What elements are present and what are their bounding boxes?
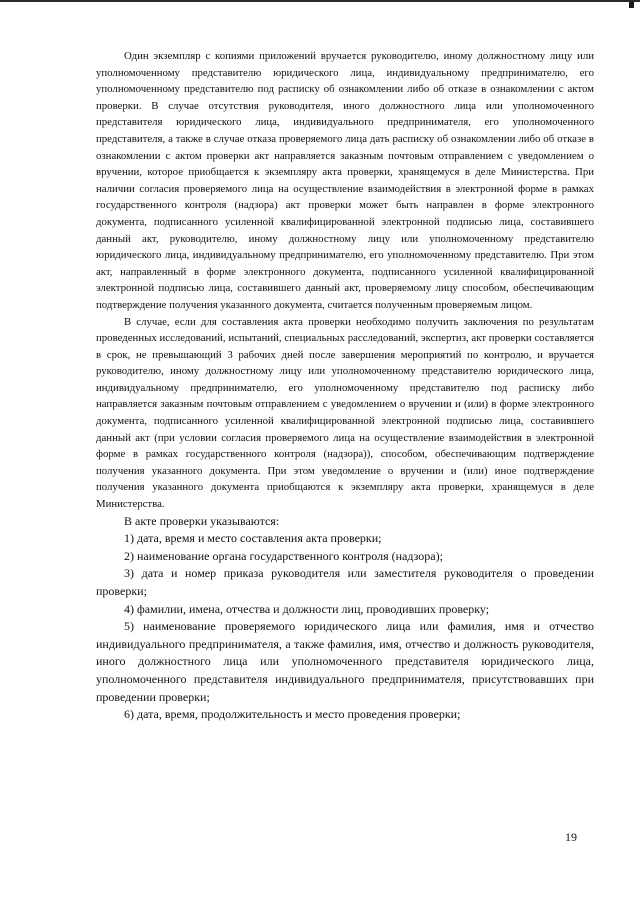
list-item: 6) дата, время, продолжительность и место проведения проверки; <box>124 707 461 722</box>
list-item: 3) дата и номер приказа руководителя или заместителя руководителя о проведении проверки; <box>96 566 594 598</box>
scan-edge-line <box>0 0 640 2</box>
paragraph-delivery-of-act: Один экземпляр с копиями приложений вручается руководителю, иному должностному лицу или уполномоченному представителю юридического лица, индивидуальному предпринимателю, его уполномоченному представителю под расписку об ознакомлении либо об отказе в ознакомлении с актом проверки. В случае отсутствия руководителя, иного должностного лица или уполномоченного представителя юридического лица, индивидуального предпринимателя, его уполномоченного представителя, а также в случае отказа проверяемого лица дать расписку об ознакомлении либо об отказе в ознакомлении с актом проверки акт направляется заказным почтовым отправлением с уведомлением о вручении, которое приобщается к экземпляру акта проверки, хранящемуся в деле Министерства. При наличии согласия проверяемого лица на осуществление взаимодействия в электронной форме в рамках государственного контроля (надзора) акт проверки может быть направлен в форме электронного документа, подписанного усиленной квалифицированной электронной подписью лица, составившего данный акт, руководителю, иному должностному лицу или уполномоченному представителю юридического лица, индивидуальному предпринимателю, его уполномоченному представителю. При этом акт, направленный в форме электронного документа, подписанного усиленной квалифицированной электронной подписью лица, составившего данный акт, проверяемому лицу способом, обеспечивающим подтверждение получения указанного документа, считается полученным проверяемым лицом. <box>96 50 594 311</box>
page-number: 19 <box>565 830 577 844</box>
list-item: 2) наименование органа государственного контроля (надзора); <box>124 548 443 563</box>
list-item: 4) фамилии, имена, отчества и должности лиц, проводивших проверку; <box>124 601 490 616</box>
document-page <box>96 48 594 724</box>
scan-artifact <box>629 2 634 8</box>
list-item: 1) дата, время и место составления акта проверки; <box>124 531 382 546</box>
list-intro: В акте проверки указываются: <box>124 513 280 528</box>
paragraph-expert-conclusions: В случае, если для составления акта проверки необходимо получить заключения по результатам проведенных исследований, испытаний, специальных расследований, экспертиз, акт проверки составляется в срок, не превышающий 3 рабочих дней после завершения мероприятий по контролю, и вручается руководителю, иному должностному лицу или уполномоченному представителю юридического лица, индивидуальному предпринимателю, его уполномоченному представителю под расписку либо направляется заказным почтовым отправлением с уведомлением о вручении и (или) в форме электронного документа, подписанного усиленной квалифицированной электронной подписью лица, составившего данный акт (при условии согласия проверяемого лица на осуществление взаимодействия в электронной форме в рамках государственного контроля (надзора)), способом, обеспечивающим подтверждение получения указанного документа. При этом уведомление о вручении и (или) иное подтверждение получения указанного документа приобщаются к экземпляру акта проверки, хранящемуся в деле Министерства. <box>96 315 594 511</box>
list-item: 5) наименование проверяемого юридического лица или фамилия, имя и отчество индивидуального предпринимателя, а также фамилия, имя, отчество и должность руководителя, иного должностного лица или уполномоченного представителя юридического лица, уполномоченного представителя индивидуального предпринимателя, присутствовавших при проведении проверки; <box>96 619 594 704</box>
